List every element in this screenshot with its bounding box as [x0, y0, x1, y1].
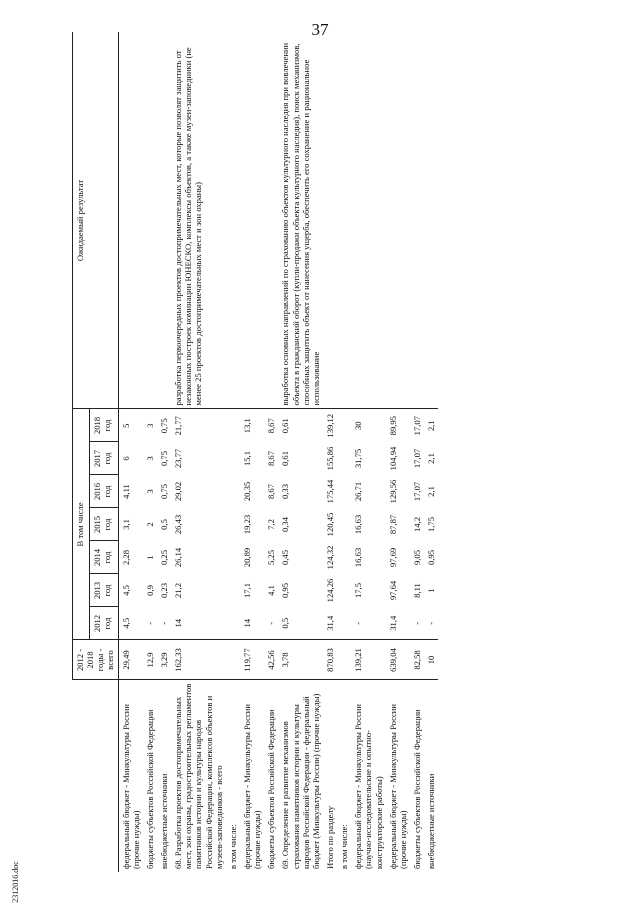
- row-year-value: [337, 442, 351, 475]
- row-year-value: 16,63: [353, 547, 364, 568]
- row-year-value: 14,2: [411, 516, 422, 533]
- row-year-value: [226, 541, 240, 574]
- row-year-value: [226, 607, 240, 640]
- row-total: 42,56: [264, 640, 278, 680]
- row-year-value: 5: [118, 409, 143, 442]
- row-year-value: 155,86: [324, 446, 335, 471]
- table-body: [118, 32, 438, 872]
- row-year-value: 8,11: [411, 583, 422, 598]
- row-year-value: 0,75: [158, 418, 169, 434]
- table-row: [424, 32, 438, 872]
- row-year-value: 15,1: [241, 450, 252, 467]
- row-year-value: 1: [426, 588, 437, 593]
- row-year-value: 17,5: [353, 582, 364, 599]
- row-year-value: 175,44: [324, 479, 335, 504]
- row-year-value: 26,71: [353, 481, 364, 502]
- row-year-value: 0,25: [158, 549, 169, 566]
- table-header-row: [73, 32, 90, 872]
- row-total: 162,33: [171, 640, 226, 680]
- row-year-value: 1: [144, 555, 155, 560]
- row-total: 3,78: [278, 640, 323, 680]
- header-total: 2012 - 2018 годы - всего: [73, 640, 119, 680]
- row-year-value: 89,95: [387, 416, 398, 436]
- row-year-value: 120,45: [324, 512, 335, 537]
- row-year-value: 29,02: [173, 481, 184, 502]
- row-total: 29,49: [118, 640, 143, 680]
- row-total: 639,04: [386, 640, 410, 680]
- header-year: 2013 год: [90, 574, 119, 607]
- row-description: Итого по разделу: [323, 680, 337, 872]
- row-year-value: 124,32: [324, 545, 335, 570]
- table-row: [171, 32, 226, 872]
- row-year-value: 23,77: [173, 448, 184, 469]
- row-total: [337, 640, 351, 680]
- row-description: бюджеты субъектов Российской Федерации: [410, 680, 424, 872]
- row-year-value: 2,28: [118, 541, 143, 574]
- row-year-value: 4,11: [118, 475, 143, 508]
- row-result: разработка первоочередных проектов достопримечательных мест, которые позволят защитить от незаконных построек номинации ЮНЕСКО, комплексы объектов, а также музеи-заповедники (не менее 25 проектов достопримечательных мест и зон охраны): [171, 32, 226, 409]
- row-year-value: 20,35: [241, 481, 252, 502]
- row-result: [226, 32, 240, 409]
- row-year-value: 0,9: [144, 585, 155, 596]
- row-description: в том числе:: [226, 680, 240, 872]
- row-result: [157, 32, 171, 409]
- row-result: выработка основных направлений по страхованию объектов культурного наследия при вовлечении объекта в гражданский оборот (купли-продажи объекта культурного наследия), поиск механизмов, способных защитить объект от нанесения ущерба, обеспечить его сохранение и рациональное использование: [278, 32, 323, 409]
- row-year-value: 14: [241, 618, 252, 628]
- row-year-value: 13,1: [241, 418, 252, 434]
- row-description: 68. Разработка проектов достопримечательных мест, зон охраны, градостроительных регламентов памятников истории и культуры народов Российской Федерации, комплексов объектов и музеев-заповедников - всего: [171, 680, 226, 872]
- row-description: федеральный бюджет - Минкультуры России (прочие нужды): [386, 680, 410, 872]
- row-description: бюджеты субъектов Российской Федерации: [264, 680, 278, 872]
- row-year-value: 0,75: [158, 450, 169, 467]
- row-year-value: 8,67: [266, 450, 277, 467]
- table-row: [157, 32, 171, 872]
- row-year-value: 8,67: [266, 483, 277, 500]
- header-year: 2018 год: [90, 409, 119, 442]
- table-row: [226, 32, 240, 872]
- row-result: [424, 32, 438, 409]
- row-year-value: [226, 574, 240, 607]
- row-year-value: 17,07: [411, 481, 422, 502]
- row-year-value: 97,69: [387, 547, 398, 568]
- row-year-value: 0,5: [158, 519, 169, 530]
- table-row: [118, 32, 143, 872]
- page-number: 37: [311, 20, 329, 39]
- rotated-page: [72, 32, 632, 872]
- header-year: 2014 год: [90, 541, 119, 574]
- row-total: 12,9: [143, 640, 157, 680]
- row-total: 870,83: [323, 640, 337, 680]
- row-year-value: 129,56: [387, 479, 398, 504]
- table-row: [264, 32, 278, 872]
- row-result: [240, 32, 264, 409]
- row-result: [410, 32, 424, 409]
- row-year-value: 2,1: [426, 420, 437, 432]
- row-result: [118, 32, 143, 409]
- row-result: [143, 32, 157, 409]
- row-year-value: 124,26: [324, 578, 335, 603]
- row-year-value: [337, 574, 351, 607]
- row-year-value: 31,4: [324, 615, 335, 631]
- row-year-value: 0,5: [280, 617, 291, 629]
- row-year-value: 14: [173, 618, 184, 628]
- row-year-value: 8,67: [266, 418, 277, 434]
- row-year-value: 31,75: [353, 448, 364, 469]
- row-year-value: 0,33: [280, 483, 291, 500]
- row-year-value: 87,87: [387, 514, 398, 535]
- row-year-value: 9,05: [411, 549, 422, 566]
- row-year-value: 26,43: [173, 514, 184, 535]
- header-year: 2017 год: [90, 442, 119, 475]
- row-year-value: [337, 475, 351, 508]
- row-year-value: 97,64: [387, 580, 398, 601]
- row-total: 10: [424, 640, 438, 680]
- row-year-value: [337, 409, 351, 442]
- row-year-value: 5,25: [266, 549, 277, 566]
- row-year-value: 26,14: [173, 547, 184, 568]
- row-year-value: -: [144, 621, 155, 625]
- row-description: 69. Определение и развитие механизмов страхования памятников истории и культуры народов Российской Федерации - федеральный бюджет (Минкультуры России) (прочие нужды): [278, 680, 323, 872]
- row-year-value: [337, 508, 351, 541]
- header-blank: [73, 680, 119, 872]
- row-result: [386, 32, 410, 409]
- row-year-value: 17,07: [411, 416, 422, 436]
- row-total: 3,29: [157, 640, 171, 680]
- header-year: 2015 год: [90, 508, 119, 541]
- row-description: федеральный бюджет - Минкультуры России (научно-исследовательские и опытно-конструкторские работы): [351, 680, 385, 872]
- row-result: [323, 32, 337, 409]
- table-row: [323, 32, 337, 872]
- budget-table: [72, 32, 438, 872]
- row-year-value: 6: [118, 442, 143, 475]
- row-year-value: -: [353, 621, 364, 625]
- row-year-value: 0,34: [280, 516, 291, 533]
- row-year-value: 0,23: [158, 582, 169, 599]
- table-row: [337, 32, 351, 872]
- row-year-value: 17,1: [241, 582, 252, 599]
- row-year-value: [226, 508, 240, 541]
- row-result: [264, 32, 278, 409]
- row-year-value: 1,75: [426, 516, 437, 533]
- table-row: [410, 32, 424, 872]
- row-year-value: 3: [144, 423, 155, 428]
- row-year-value: 3: [144, 489, 155, 494]
- row-year-value: 30: [353, 421, 364, 431]
- row-result: [351, 32, 385, 409]
- row-year-value: 20,89: [241, 547, 252, 568]
- row-total: [226, 640, 240, 680]
- row-year-value: 0,45: [280, 549, 291, 566]
- row-year-value: 2,1: [426, 486, 437, 497]
- row-total: 82,58: [410, 640, 424, 680]
- row-year-value: 0,95: [280, 582, 291, 599]
- row-year-value: [337, 541, 351, 574]
- row-year-value: 21,2: [173, 582, 184, 599]
- row-year-value: [226, 409, 240, 442]
- header-including: В том числе: [73, 409, 90, 640]
- row-year-value: 0,95: [426, 549, 437, 566]
- row-description: внебюджетные источники: [424, 680, 438, 872]
- row-result: [337, 32, 351, 409]
- row-year-value: 104,94: [387, 446, 398, 471]
- row-description: бюджеты субъектов Российской Федерации: [143, 680, 157, 872]
- row-year-value: 2: [144, 522, 155, 527]
- row-year-value: 4,1: [266, 585, 277, 596]
- row-description: в том числе:: [337, 680, 351, 872]
- row-year-value: 4,5: [118, 607, 143, 640]
- row-year-value: 0,61: [280, 418, 291, 434]
- row-year-value: 4,5: [118, 574, 143, 607]
- table-row: [386, 32, 410, 872]
- header-year: 2016 год: [90, 475, 119, 508]
- row-description: федеральный бюджет - Минкультуры России (прочие нужды): [240, 680, 264, 872]
- row-year-value: 0,61: [280, 450, 291, 467]
- row-year-value: -: [158, 621, 169, 625]
- table-row: [240, 32, 264, 872]
- row-year-value: [226, 475, 240, 508]
- row-year-value: -: [411, 621, 422, 625]
- row-year-value: 17,07: [411, 448, 422, 469]
- table-row: [143, 32, 157, 872]
- row-year-value: 7,2: [266, 519, 277, 530]
- row-year-value: [226, 442, 240, 475]
- row-year-value: -: [266, 621, 277, 625]
- row-total: 139,21: [351, 640, 385, 680]
- row-description: федеральный бюджет - Минкультуры России (прочие нужды): [118, 680, 143, 872]
- row-year-value: 19,23: [241, 514, 252, 535]
- row-year-value: [337, 607, 351, 640]
- table-row: [278, 32, 323, 872]
- rotated-table-area: [72, 32, 632, 872]
- footer-filename: 2312016.doc: [11, 861, 20, 903]
- row-year-value: 139,12: [324, 413, 335, 438]
- row-year-value: 21,77: [173, 416, 184, 436]
- row-year-value: 31,4: [387, 615, 398, 631]
- table-row: [351, 32, 385, 872]
- row-year-value: 16,63: [353, 514, 364, 535]
- row-total: 119,77: [240, 640, 264, 680]
- row-year-value: 3: [144, 456, 155, 461]
- row-year-value: 3,1: [118, 508, 143, 541]
- header-year: 2012 год: [90, 607, 119, 640]
- row-year-value: 2,1: [426, 453, 437, 464]
- row-description: внебюджетные источники: [157, 680, 171, 872]
- row-year-value: -: [426, 621, 437, 625]
- header-result: Ожидаемый результат: [73, 32, 119, 409]
- row-year-value: 0,75: [158, 483, 169, 500]
